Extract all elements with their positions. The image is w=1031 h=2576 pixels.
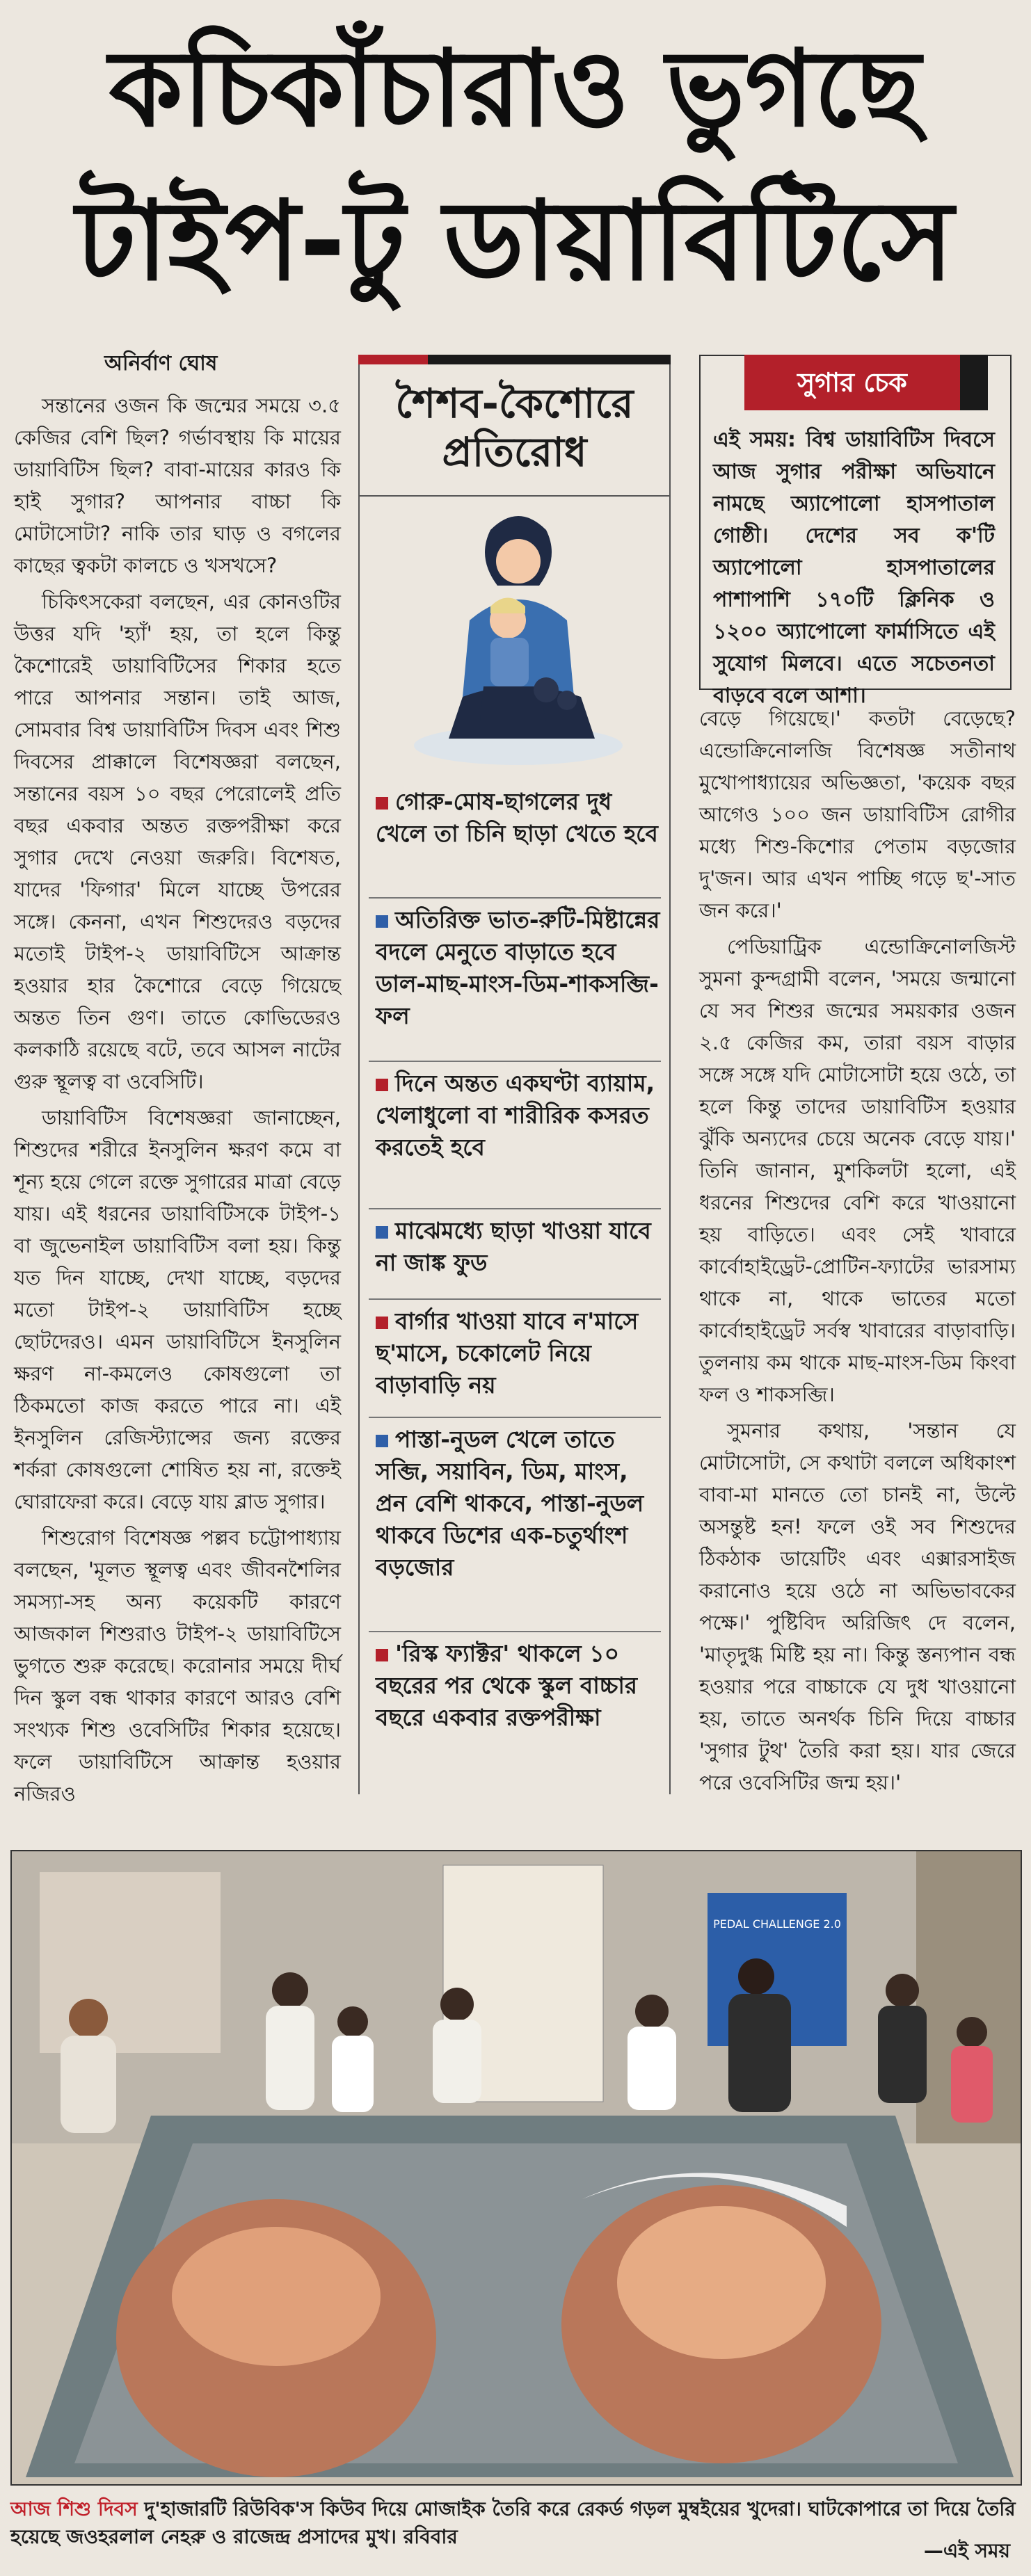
mother-child-illustration (386, 502, 644, 773)
paragraph: শিশুরোগ বিশেষজ্ঞ পল্লব চট্টোপাধ্যায় বলছেন, 'মূলত স্থূলত্ব এবং জীবনশৈলির সমস্যা-সহ অন্য কয়েকটি কারণে আজকাল শিশুরাও টাইপ-২ ডায়াবিটিসে ভুগতে শুরু করেছে। করোনার সময়ে দীর্ঘ দিন স্কুল বন্ধ থাকার কারণে আরও বেশি সংখ্যক শিশু ওবেসিটির শিকার হয়েছে। ফলে ডায়াবিটিসে আক্রান্ত হওয়ার নজিরও (14, 1526, 341, 1805)
prevention-tip (376, 1068, 661, 1164)
rubiks-cube-mosaic-photo (10, 1850, 1022, 2486)
divider (369, 1298, 661, 1300)
photo-caption (10, 2495, 1019, 2551)
bullet-square-icon (376, 915, 388, 928)
prevention-tip (376, 904, 661, 1032)
paragraph: ডায়াবিটিস বিশেষজ্ঞরা জানাচ্ছেন, শিশুদের শরীরে ইনসুলিন ক্ষরণ কমে বা শূন্য হয়ে গেলে রক্তে সুগারের মাত্রা বেড়ে যায়। এই ধরনের ডায়াবিটিসকে টাইপ-১ বা জুভেনাইল ডায়াবিটিস বলা হয়। কিন্তু যত দিন যাচ্ছে, দেখা যাচ্ছে, বড়দের মতো টাইপ-২ ডায়াবিটিস হচ্ছে ছোটদেরও। এমন ডায়াবিটিসে ইনসুলিন ক্ষরণ না-কমলেও কোষগুলো তা ঠিকমতো কাজ করতে পারে না। এই ইনসুলিন রেজিস্ট্যান্সের জন্য রক্তের শর্করা কোষগুলো শোষিত হয় না, রক্তেই ঘোরাফেরা করে। বেড়ে যায় ব্লাড সুগার। (14, 1106, 341, 1513)
article-column-1 (14, 389, 341, 1805)
prevention-tip (376, 786, 661, 850)
paragraph: সন্তানের ওজন কি জন্মের সময়ে ৩.৫ কেজির বেশি ছিল? গর্ভাবস্থায় কি মায়ের ডায়াবিটিস ছিল? বাবা-মায়ের কারও কি হাই সুগার? আপনার বাচ্চা কি মোটাসোটা? নাকি তার ঘাড় ও বগলের কাছের ত্বকটা কালচে ও খসখসে? (14, 394, 341, 577)
bullet-square-icon (376, 797, 388, 810)
sugar-check-text: এই সময়: বিশ্ব ডায়াবিটিস দিবসে আজ সুগার পরীক্ষা অভিযানে নামছে অ্যাপোলো হাসপাতাল গোষ্ঠী। দেশের সব ক'টি অ্যাপোলো হাসপাতালের পাশাপাশি ১৭০টি ক্লিনিক ও ১২০০ অ্যাপোলো ফার্মাসিতে এই সুযোগ মিলবে। এতে সচেতনতা বাড়বে বলে আশা। (713, 428, 995, 708)
tip-text: বার্গার খাওয়া যাবে ন'মাসে ছ'মাসে, চকোলেট নিয়ে বাড়াবাড়ি নয় (376, 1307, 639, 1399)
bullet-square-icon (376, 1317, 388, 1329)
article-column-3 (699, 702, 1016, 1794)
prevention-tip (376, 1215, 661, 1279)
banner-text: PEDAL CHALLENGE 2.0 (713, 1917, 841, 1931)
paragraph: চিকিৎসকেরা বলছেন, এর কোনওটির উত্তর যদি 'হ্যাঁ' হয়, তা হলে কিন্তু কৈশোরেই ডায়াবিটিসের শিকার হতে পারে আপনার সন্তান। তাই আজ, সোমবার বিশ্ব ডায়াবিটিস দিবস এবং শিশু দিবসের প্রাক্কালে বিশেষজ্ঞরা বলছেন, সন্তানের বয়স ১০ বছর পেরোলেই প্রতি বছর একবার অন্তত রক্তপরীক্ষা করে সুগার দেখে নেওয়া জরুরি। বিশেষত, যাদের 'ফিগার' মিলে যাচ্ছে উপরের সঙ্গে। কেননা, এখন শিশুদেরও বড়দের মতোই টাইপ-২ ডায়াবিটিসে আক্রান্ত হওয়ার হার কৈশোরে বেড়ে গিয়েছে অন্তত তিন গুণ। তাতে কোভিডেরও কলকাঠি রয়েছে বটে, তবে আসল নাটের গুরু স্থূলত্ব বা ওবেসিটি। (14, 590, 341, 1093)
divider (369, 1631, 661, 1632)
label-accent (960, 355, 988, 410)
prevention-title: শৈশব-কৈশোরে প্রতিরোধ (395, 380, 634, 476)
tip-text: পাস্তা-নুডল খেলে তাতে সব্জি, সয়াবিন, ডিম, মাংস, প্রন বেশি থাকবে, পাস্তা-নুডল থাকবে ডিশের এক-চতুর্থাংশ বড়জোর (376, 1426, 644, 1581)
byline: অনির্বাণ ঘোষ (104, 351, 218, 376)
bullet-square-icon (376, 1079, 388, 1091)
divider (369, 1061, 661, 1062)
tip-text: মাঝেমধ্যে ছাড়া খাওয়া যাবে না জাঙ্ক ফুড (376, 1217, 651, 1276)
paragraph: সুমনার কথায়, 'সন্তান যে মোটাসোটা, সে কথাটা বললে অধিকাংশ বাবা-মা মানতে তো চানই না, উল্টে অসন্তুষ্ট হন! ফলে ওই সব শিশুদের ঠিকঠাক ডায়েটিং এবং এক্সারসাইজ করানোও হয়ে ওঠে না অভিভাবকের পক্ষে।' পুষ্টিবিদ অরিজিৎ দে বলেন, 'মাতৃদুগ্ধ মিষ্টি হয় না। কিন্তু স্তন্যপান বন্ধ হওয়ার পরে বাচ্চাকে যে দুধ খাওয়ানো হয়, তাতে অনর্থক চিনি দিয়ে বাচ্চার 'সুগার টুথ' তৈরি করা হয়। যার জেরে পরে ওবেসিটির জন্ম হয়।' (699, 1419, 1016, 1794)
prevention-tip (376, 1305, 661, 1401)
tip-text: 'রিস্ক ফ্যাক্টর' থাকলে ১০ বছরের পর থেকে স্কুল বাচ্চার বছরে একবার রক্তপরীক্ষা (376, 1640, 638, 1731)
bullet-square-icon (376, 1649, 388, 1661)
paragraph: পেডিয়াট্রিক এন্ডোক্রিনোলজিস্ট সুমনা কুন্দগ্রামী বলেন, 'সময়ে জন্মানো যে সব শিশুর জন্মের সময়কার ওজন ২.৫ কেজির কম, তারা বয়স বাড়ার সঙ্গে সঙ্গে যদি মোটাসোটা হয়ে ওঠে, তা হলে কিন্তু তাদের ডায়াবিটিস হওয়ার ঝুঁকি অন্যদের চেয়ে অনেক বেড়ে যায়।' তিনি জানান, মুশকিলটা হলো, এই ধরনের শিশুদের বেশি করে খাওয়ানো হয় বাড়িতে। এবং সেই খাবারে কার্বোহাইড্রেট-প্রোটিন-ফ্যাটের ভারসাম্য থাকে না, থাকে ভাতের মতো কার্বোহাইড্রেট সর্বস্ব খাবারের বাড়াবাড়ি। তুলনায় কম থাকে মাছ-মাংস-ডিম কিংবা ফল ও শাকসব্জি। (699, 935, 1016, 1406)
divider (358, 495, 671, 497)
caption-text: দু'হাজারটি রিউবিক'স কিউব দিয়ে মোজাইক তৈরি করে রেকর্ড গড়ল মুম্বইয়ের খুদেরা। ঘাটকোপারে তা দিয়ে তৈরি হয়েছে জওহরলাল নেহরু ও রাজেন্দ্র প্রসাদের মুখ। রবিবার (10, 2497, 1016, 2548)
tip-text: গোরু-মোষ-ছাগলের দুধ খেলে তা চিনি ছাড়া খেতে হবে (376, 788, 658, 847)
photo-credit: —এই সময় (923, 2539, 1010, 2562)
prevention-tip (376, 1424, 661, 1584)
divider (369, 897, 661, 899)
divider (369, 1208, 661, 1209)
caption-highlight: আজ শিশু দিবস (10, 2497, 138, 2520)
headline-line-2: টাইপ-টু ডায়াবিটিসে (76, 177, 954, 305)
tip-text: অতিরিক্ত ভাত-রুটি-মিষ্টান্নের বদলে মেনুতে বাড়াতে হবে ডাল-মাছ-মাংস-ডিম-শাকসব্জি-ফল (376, 906, 660, 1029)
sugar-check-label: সুগার চেক (744, 355, 960, 410)
paragraph: বেড়ে গিয়েছে।' কতটা বেড়েছে? এন্ডোক্রিনোলজি বিশেষজ্ঞ সতীনাথ মুখোপাধ্যায়ের অভিজ্ঞতা, 'কয়েক বছর আগেও ১০০ জন ডায়াবিটিস রোগীর মধ্যে শিশু-কিশোর পেতাম বড়জোর দু'জন। আর এখন পাচ্ছি গড়ে ছ'-সাত জন করে।' (699, 707, 1016, 922)
bullet-square-icon (376, 1435, 388, 1447)
divider (369, 1417, 661, 1418)
headline-line-1: কচিকাঁচারাও ভুগছে (109, 27, 921, 150)
prevention-tip (376, 1638, 661, 1734)
box-top-accent (358, 355, 428, 364)
tip-text: দিনে অন্তত একঘণ্টা ব্যায়াম, খেলাধুলো বা শারীরিক কসরত করতেই হবে (376, 1070, 655, 1161)
photo-illustration (12, 1851, 1021, 2484)
bullet-square-icon (376, 1226, 388, 1239)
